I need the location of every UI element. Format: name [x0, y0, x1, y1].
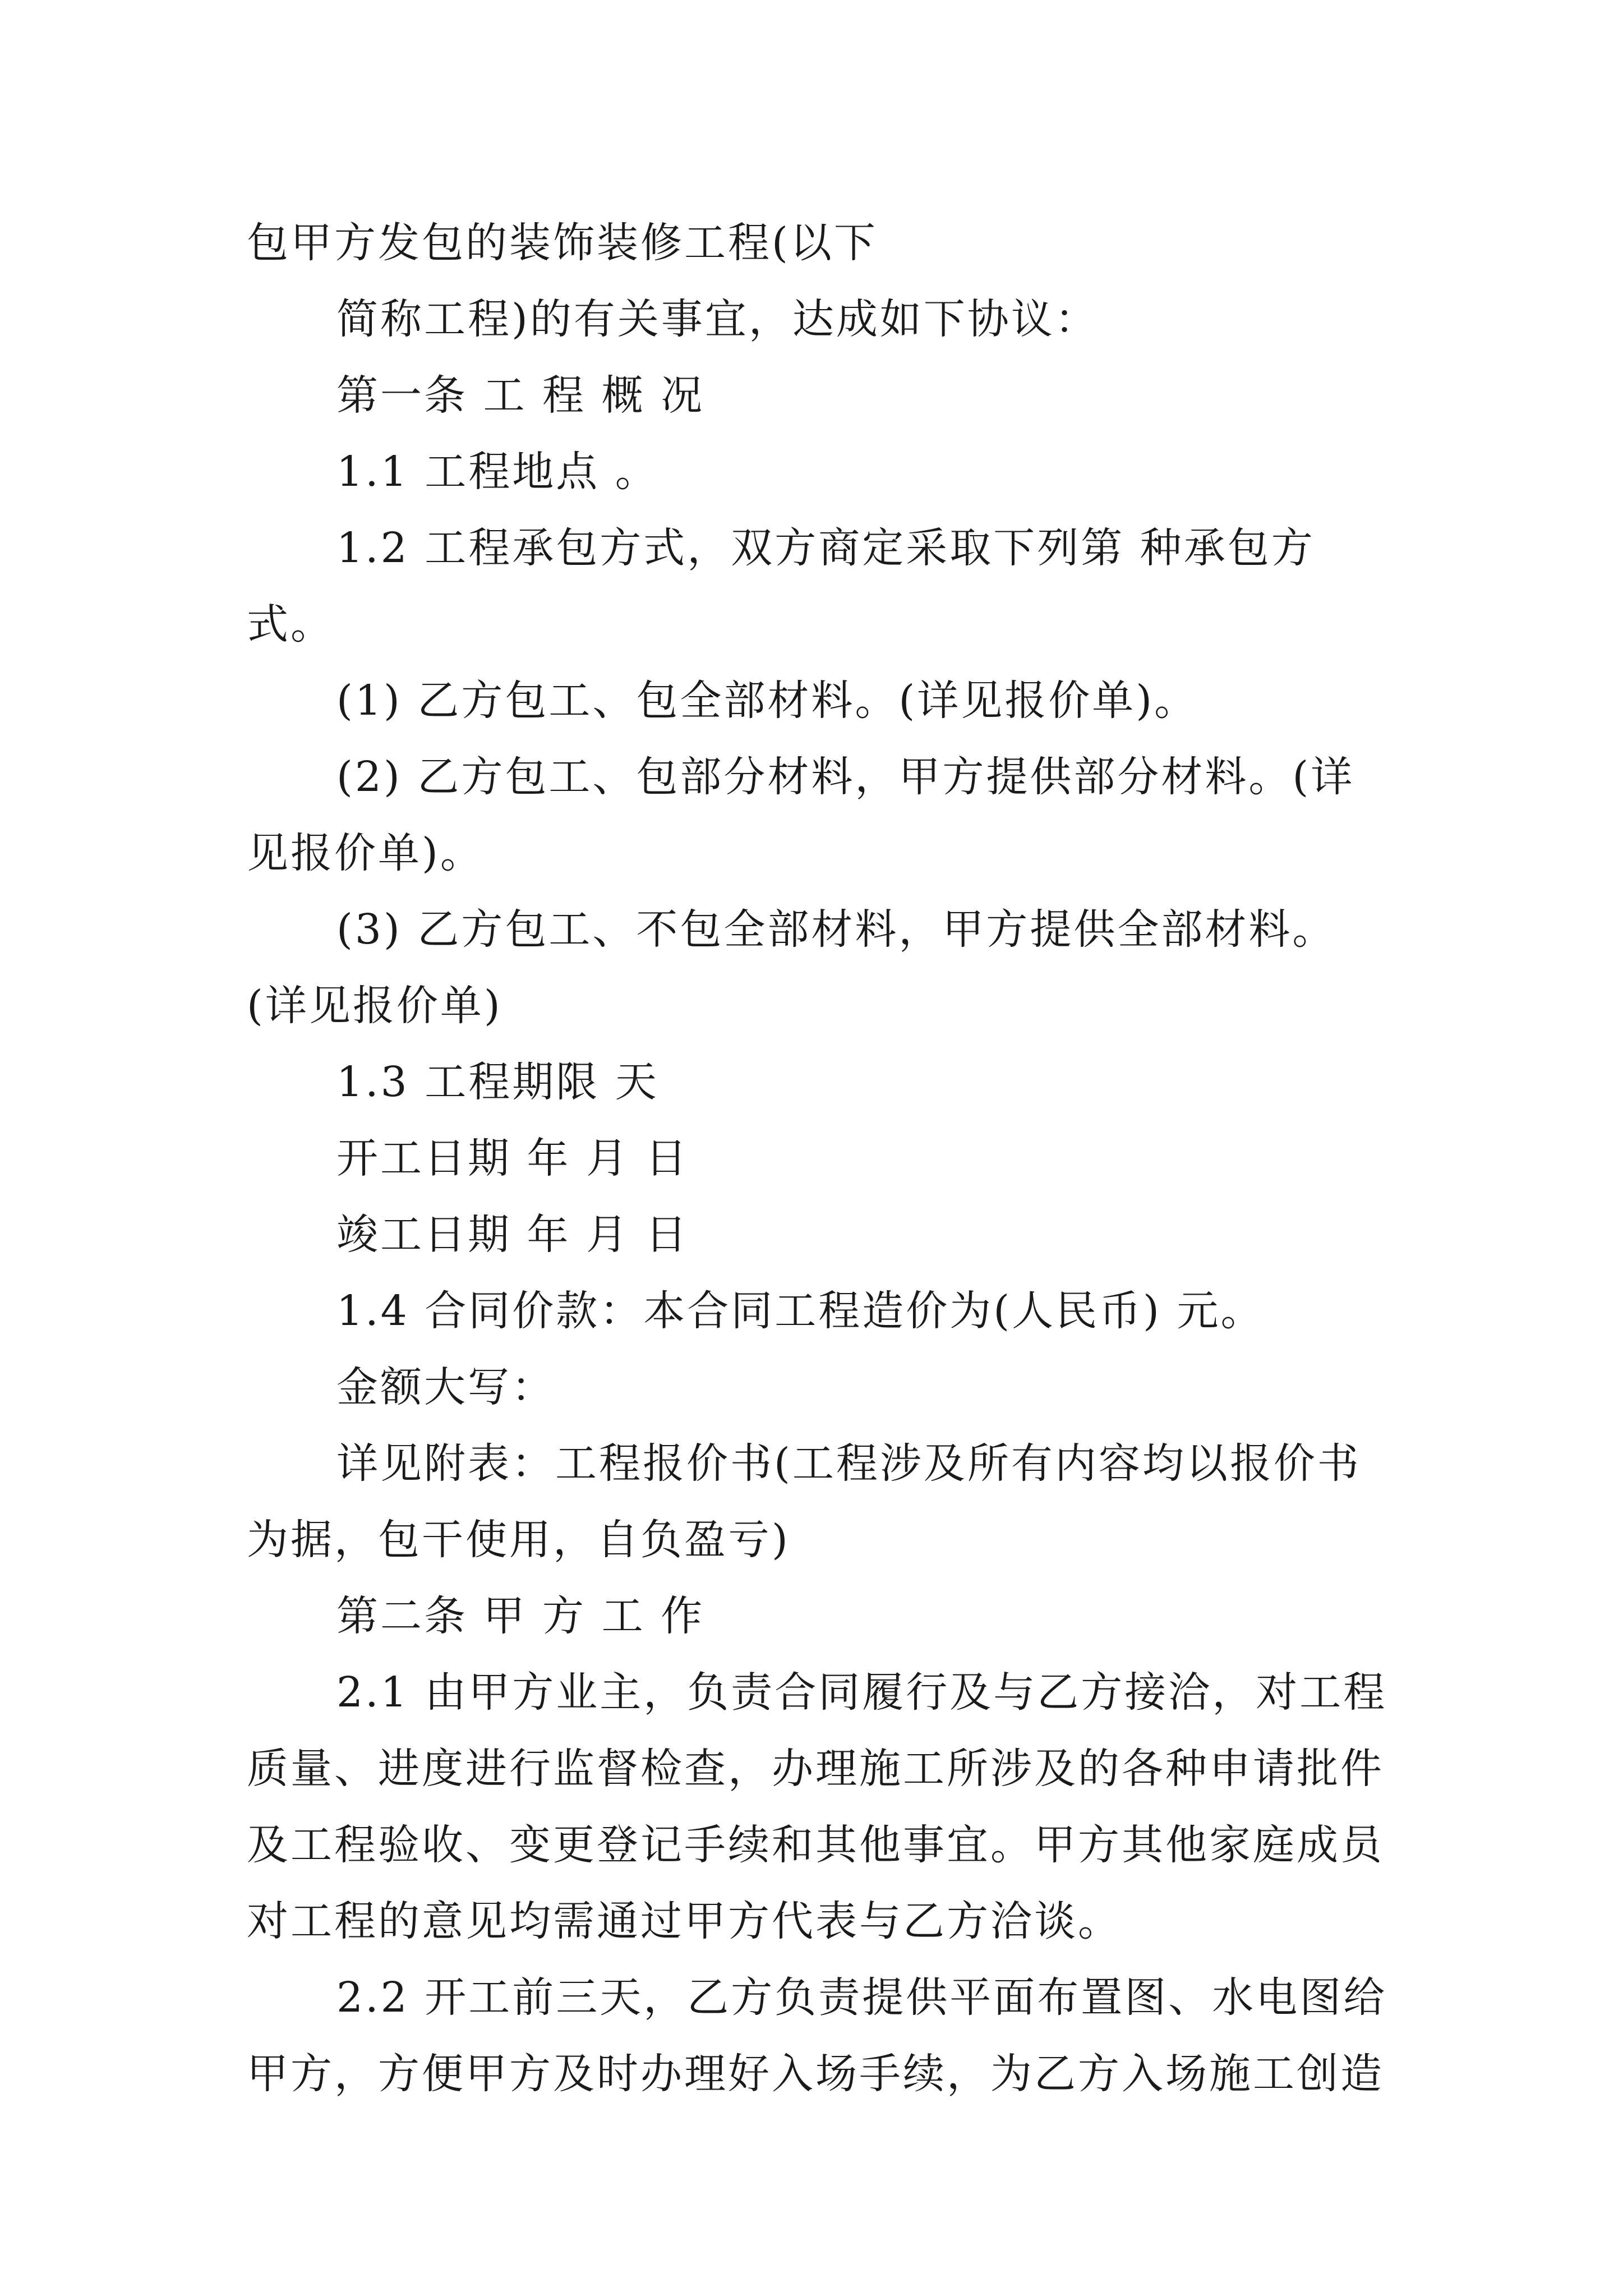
- paragraph-2: 简称工程)的有关事宜，达成如下协议：: [336, 295, 1099, 343]
- clause-1-3: 1.3 工程期限 天: [336, 1058, 659, 1106]
- option-1: (1) 乙方包工、包全部材料。(详见报价单)。: [336, 677, 1198, 725]
- clause-2-1: 2.1 由甲方业主，负责合同履行及与乙方接洽，对工程质量、进度进行监督检查，办理施工所涉及的各种申请批件及工程验收、变更登记手续和其他事宜。甲方其他家庭成员对工程的意见均需通过甲方代表与乙方洽谈。: [247, 1668, 1387, 1945]
- completion-date-line: 竣工日期 年 月 日: [336, 1211, 689, 1259]
- clause-1-2: 1.2 工程承包方式，双方商定采取下列第 种承包方式。: [247, 524, 1315, 648]
- clause-2-2: 2.2 开工前三天，乙方负责提供平面布置图、水电图给甲方，方便甲方及时办理好入场手续，为乙方入场施工创造: [247, 1973, 1387, 2098]
- clause-1-4: 1.4 合同价款：本合同工程造价为(人民币) 元。: [336, 1287, 1265, 1335]
- option-3: (3) 乙方包工、不包全部材料，甲方提供全部材料。(详见报价单): [247, 905, 1336, 1030]
- start-date-line: 开工日期 年 月 日: [336, 1134, 689, 1182]
- clause-1-1: 1.1 工程地点 。: [336, 448, 659, 496]
- attachment-note: 详见附表：工程报价书(工程涉及所有内容均以报价书为据，包干使用，自负盈亏): [247, 1439, 1361, 1564]
- document-body: [247, 205, 1387, 2112]
- paragraph-1: 包甲方发包的装饰装修工程(以下: [247, 219, 878, 267]
- amount-in-words-line: 金额大写：: [336, 1363, 555, 1411]
- option-2: (2) 乙方包工、包部分材料，甲方提供部分材料。(详见报价单)。: [247, 753, 1355, 877]
- section-heading-2: 第二条 甲 方 工 作: [336, 1592, 705, 1640]
- section-heading-1: 第一条 工 程 概 况: [336, 371, 705, 420]
